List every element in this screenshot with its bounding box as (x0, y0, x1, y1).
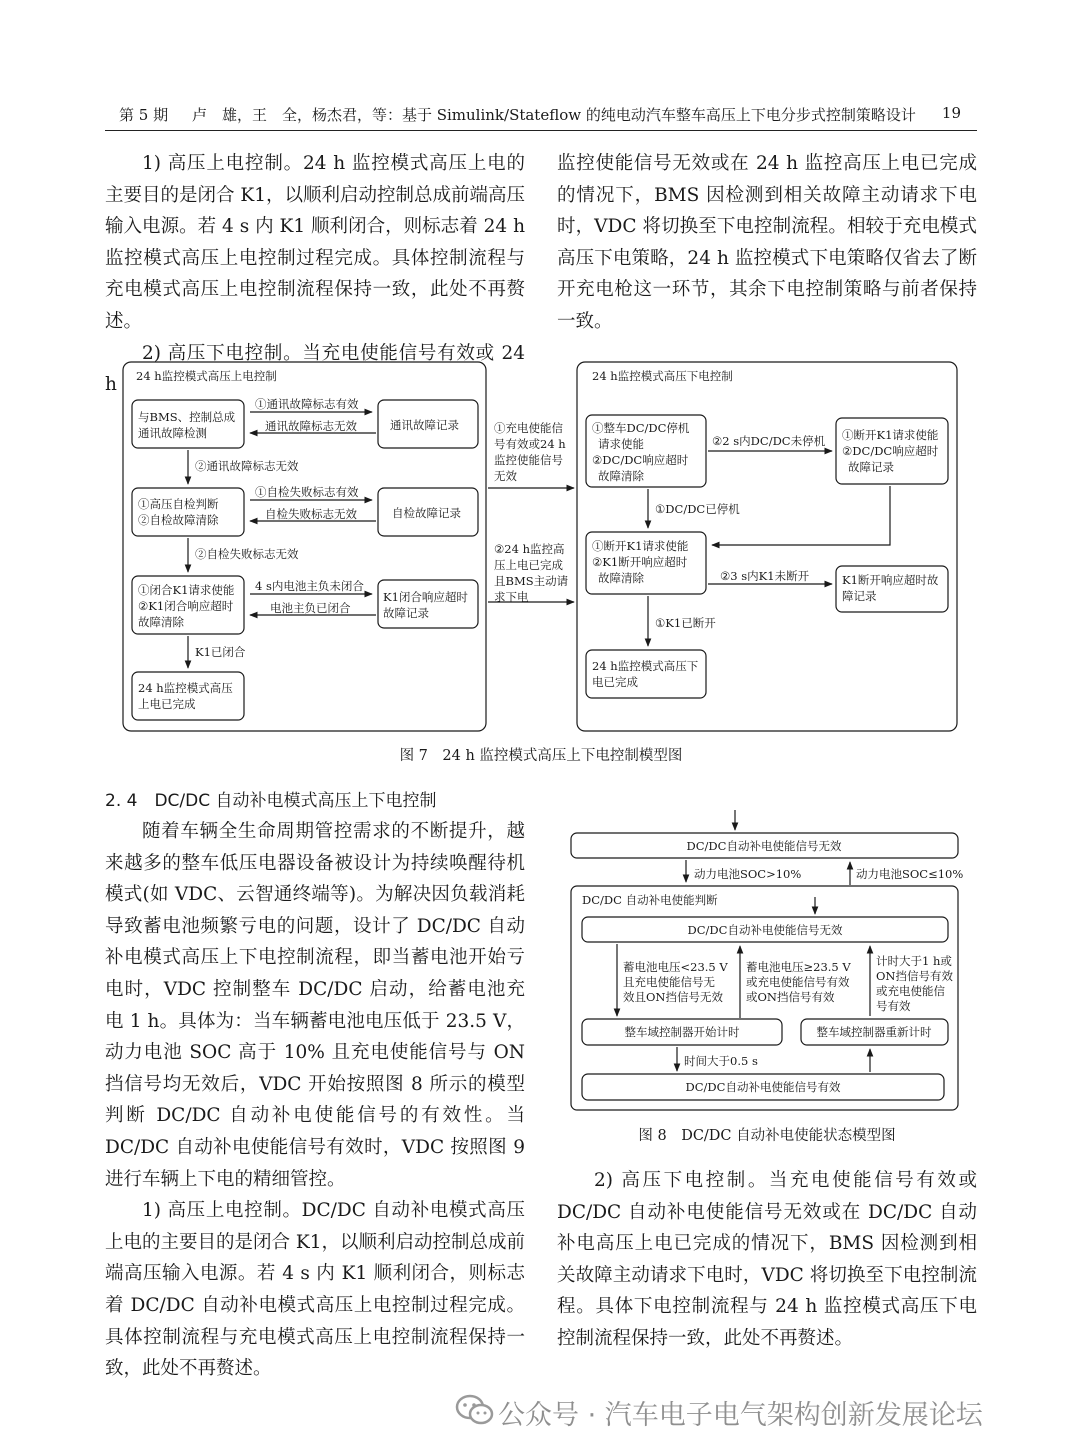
fig7-text: ①自检失败标志有效 (255, 485, 359, 499)
fig8-panel (571, 886, 958, 1110)
fig7-text: ②3 s内K1未断开 (720, 569, 810, 583)
fig8-text: 动力电池SOC>10% (694, 867, 802, 881)
fig8-text: 且充电使能信号无 (623, 975, 715, 989)
fig7-text: K1闭合响应超时 (383, 590, 468, 604)
fig7-box-down-done (586, 650, 706, 698)
fig8-panel-title: DC/DC 自动补电使能判断 (582, 893, 718, 907)
body-text-top-left (105, 148, 525, 401)
paragraph: 1) 高压上电控制。24 h 监控模式高压上电的主要目的是闭合 K1，以顺利启动控制总成前端高压输入电源。若 4 s 内 K1 顺利闭合，则标志着 24 h 监控模式高压上电控制过程完成。具体控制流程与充电模式高压上电控制流程保持一致，此处不再赘述。 (105, 153, 525, 332)
fig7-text: 请求使能 (598, 437, 644, 451)
watermark-text: 公众号 · 汽车电子电气架构创新发展论坛 (498, 1400, 983, 1431)
fig8-text: 计时大于1 h或 (876, 954, 952, 968)
fig7-text: ①闭合K1请求使能 (138, 583, 235, 597)
paragraph: 随着车辆全生命周期管控需求的不断提升，越来越多的整车低压电器设备被设计为持续唤醒待机模式(如 VDC、云智通终端等)。为解决因负载消耗导致蓄电池频繁亏电的问题，设计了 DC/DC 自动补电模式高压上下电控制流程，即当蓄电池开始亏电时，VDC 控制整车 DC/DC 启动，给蓄电池充电 1 h。具体为：当车辆蓄电池电压低于 23.5 V，动力电池 SOC 高于 10% 且充电使能信号与 ON 挡信号均无效后，VDC 开始按照图 8 所示的模型判断 DC/DC 自动补电使能信号的有效性。当 DC/DC 自动补电使能信号有效时，VDC 按照图 9 进行车辆上下电的精细管控。 (105, 821, 525, 1190)
fig7-box-selfcheck (132, 488, 244, 536)
fig7-text: 电已完成 (592, 675, 638, 689)
fig7-text: ①断开K1请求使能 (592, 539, 689, 553)
wechat-icon (455, 1394, 495, 1426)
fig7-text: 故障记录 (848, 460, 894, 474)
fig7-text: 24 h监控模式高压 (138, 681, 233, 695)
paragraph: 2) 高压下电控制。当充电使能信号有效或 24 h (105, 342, 525, 396)
fig7-left-title: 24 h监控模式高压上电控制 (136, 369, 277, 383)
fig7-box-up-done (132, 672, 244, 720)
fig7-text: 与BMS、控制总成 (138, 410, 236, 424)
header-title: 卢 雄，王 全，杨杰君，等：基于 Simulink/Stateflow 的纯电动汽车整车高压上下电分步式控制策略设计 (191, 106, 916, 124)
running-header (105, 100, 977, 131)
fig7-box-k1-open-record (836, 566, 948, 612)
fig7-text: K1断开响应超时故 (842, 573, 939, 587)
fig7-text: 压上电已完成 (494, 558, 563, 572)
fig7-text: 电池主负已闭合 (270, 601, 351, 615)
fig7-text: 无效 (494, 469, 517, 483)
fig8-box-valid (582, 1074, 944, 1100)
fig8-text: DC/DC自动补电使能信号无效 (687, 923, 843, 937)
fig8-text: 或充电使能信 (876, 984, 945, 998)
paragraph: 1) 高压上电控制。DC/DC 自动补电模式高压上电的主要目的是闭合 K1，以顺利启动控制总成前端高压输入电源。若 4 s 内 K1 顺利闭合，则标志着 DC/DC 自动补电模式高压上电控制过程完成。具体控制流程与充电模式高压上电控制流程保持一致，此处不再赘述。 (105, 1200, 525, 1380)
fig7-text: ②自检失败标志无效 (195, 547, 299, 561)
fig7-text: 自检故障记录 (392, 506, 461, 520)
fig7-text: 监控使能信号 (494, 453, 563, 467)
fig7-text: 求下电 (494, 590, 529, 604)
fig8-text: 整车域控制器开始计时 (624, 1025, 740, 1039)
fig7-text: ①通讯故障标志有效 (255, 397, 359, 411)
fig8-box-inner-invalid (582, 917, 948, 942)
fig7-box-comm-check (132, 400, 244, 448)
fig7-text: ①高压自检判断 (138, 497, 219, 511)
fig7-text: ②K1断开响应超时 (592, 555, 688, 569)
fig8-text: 整车域控制器重新计时 (816, 1025, 932, 1039)
fig7-box-comm-record (378, 400, 478, 448)
fig7-text: ②2 s内DC/DC未停机 (712, 434, 826, 448)
fig8-box-top-invalid (571, 833, 958, 858)
fig7-text: ①充电使能信 (494, 421, 563, 435)
fig7-text: 通讯故障检测 (138, 426, 207, 440)
fig7-box-k1-record (378, 580, 478, 628)
fig7-text: 故障记录 (383, 606, 429, 620)
fig8-text: ON挡信号有效 (876, 969, 953, 983)
fig8-text: 号有效 (876, 999, 911, 1013)
body-text-bottom-left (105, 816, 525, 1385)
fig8-box-restart-timer (801, 1019, 948, 1045)
fig7-text: ①K1已断开 (655, 616, 716, 630)
fig7-left-panel (123, 362, 486, 731)
page-number: 19 (941, 104, 961, 122)
fig8-text: DC/DC自动补电使能信号无效 (686, 839, 842, 853)
fig8-text: 动力电池SOC≤10% (856, 867, 964, 881)
fig7-text: 故障清除 (598, 571, 644, 585)
fig7-box-open-k1 (586, 532, 706, 594)
fig7-text: 自检失败标志无效 (265, 507, 357, 521)
fig7-box-close-k1 (132, 576, 244, 634)
figure-8-caption: 图 8 DC/DC 自动补电使能状态模型图 (638, 1128, 896, 1144)
section-heading: 2. 4 DC/DC 自动补电模式高压上下电控制 (105, 791, 437, 811)
fig7-text: 且BMS主动请 (494, 574, 569, 588)
fig7-text: 故障清除 (138, 615, 184, 629)
body-text-bottom-right (557, 1165, 977, 1355)
fig7-text: ①整车DC/DC停机 (592, 421, 690, 435)
fig7-box-dcdc-stop (586, 415, 706, 487)
paragraph: 监控使能信号无效或在 24 h 监控高压上电已完成的情况下，BMS 因检测到相关故障主动请求下电时，VDC 将切换至下电控制流程。相较于充电模式高压下电策略，24 h 监控模式下电策略仅省去了断开充电枪这一环节，其余下电控制策略与前者保持一致。 (557, 153, 977, 332)
fig7-text: 故障清除 (598, 469, 644, 483)
figure-7-caption: 图 7 24 h 监控模式高压上下电控制模型图 (399, 748, 683, 764)
fig7-text: 通讯故障记录 (390, 418, 459, 432)
fig7-text: 4 s内电池主负未闭合 (255, 579, 364, 593)
fig8-text: 或充电使能信号有效 (746, 975, 850, 989)
fig7-text: ②DC/DC响应超时 (592, 453, 689, 467)
fig7-text: ②DC/DC响应超时 (842, 444, 939, 458)
fig7-text: 通讯故障标志无效 (265, 419, 357, 433)
fig8-text: 时间大于0.5 s (684, 1054, 758, 1068)
body-text-top-right (557, 148, 977, 338)
issue-label: 第 5 期 (119, 106, 169, 124)
fig7-right-panel (577, 362, 957, 731)
fig7-text: 障记录 (842, 589, 877, 603)
fig7-text: ②K1闭合响应超时 (138, 599, 234, 613)
fig7-text: ①DC/DC已停机 (655, 502, 740, 516)
paragraph: 2) 高压下电控制。当充电使能信号有效或 DC/DC 自动补电使能信号无效或在 DC/DC 自动补电高压上电已完成的情况下，BMS 因检测到相关故障主动请求下电时，VDC 将切换至下电控制流程。具体下电控制流程与 24 h 监控模式高压下电控制流程保持一致，此处不再赘述。 (557, 1170, 977, 1349)
fig8-text: 蓄电池电压≥23.5 V (746, 960, 851, 974)
header-left (119, 104, 916, 125)
fig7-text: 24 h监控模式高压下 (592, 659, 699, 673)
fig7-text: ①断开K1请求使能 (842, 428, 939, 442)
fig7-text: ②自检故障清除 (138, 513, 219, 527)
fig8-box-start-timer (582, 1019, 782, 1045)
fig7-right-title: 24 h监控模式高压下电控制 (592, 369, 733, 383)
fig7-text: ②通讯故障标志无效 (195, 459, 299, 473)
fig7-box-selfcheck-record (378, 488, 478, 536)
fig7-text: K1已闭合 (195, 645, 246, 659)
fig7-text: 上电已完成 (138, 697, 196, 711)
fig8-text: 蓄电池电压<23.5 V (623, 960, 728, 974)
fig8-text: 效且ON挡信号无效 (623, 990, 723, 1004)
fig8-text: 或ON挡信号有效 (746, 990, 835, 1004)
fig7-box-open-k1-record (836, 418, 948, 484)
fig7-text: 号有效或24 h (494, 437, 566, 451)
fig7-text: ②24 h监控高 (494, 542, 565, 556)
fig8-text: DC/DC自动补电使能信号有效 (685, 1080, 841, 1094)
